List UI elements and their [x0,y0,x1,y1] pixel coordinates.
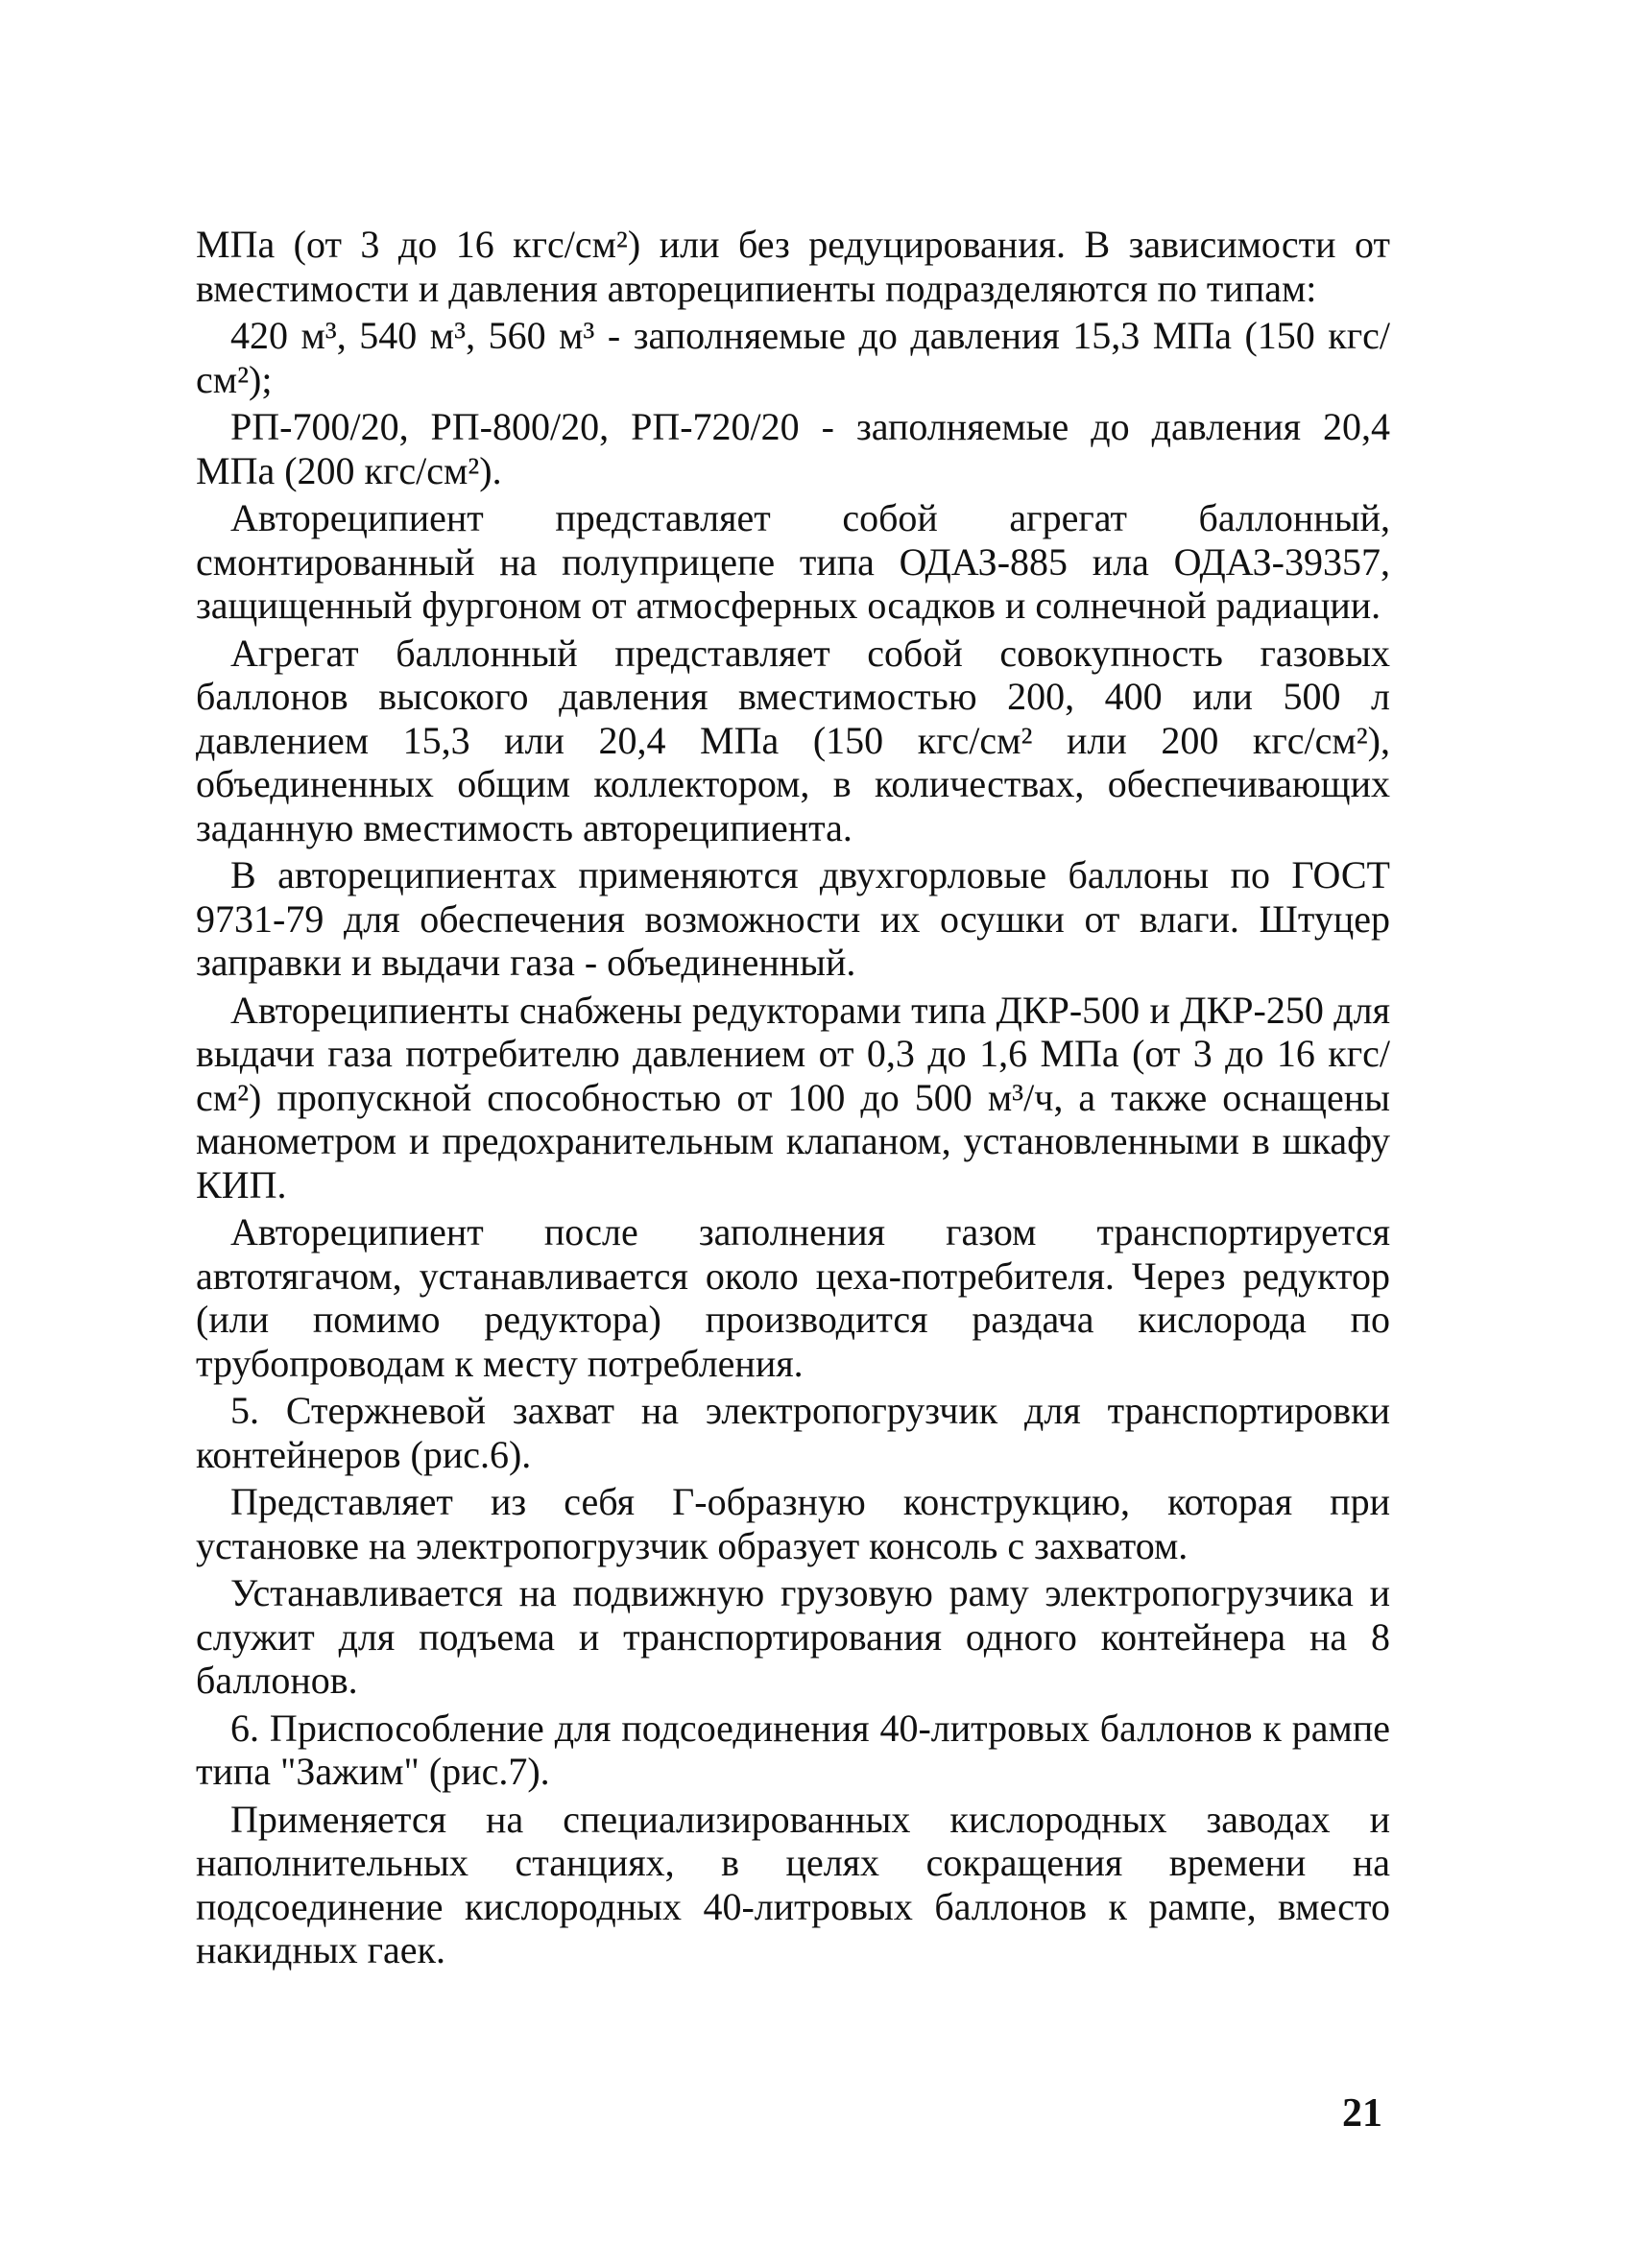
paragraph-pressure-continuation: МПа (от 3 до 16 кгс/см²) или без редуцирования. В зависимости от вместимости и давления автореципиенты подразделяются по типам: [196,223,1390,310]
paragraph-item-6-usage: Применяется на специализированных кислородных заводах и наполнительных станциях, в целях сокращения времени на подсоединение кислородных 40-литровых баллонов к рампе, вместо накидных гаек. [196,1797,1390,1971]
paragraph-reducers: Автореципиенты снабжены редукторами типа ДКР-500 и ДКР-250 для выдачи газа потребителю давлением от 0,3 до 1,6 МПа (от 3 до 16 кгс/см²) пропускной способностью от 100 до 500 м³/ч, а также оснащены манометром и предохранительным клапаном, установленными в шкафу КИП. [196,988,1390,1206]
page-number: 21 [1342,2091,1382,2136]
paragraph-item-6-heading: 6. Приспособление для подсоединения 40-литровых баллонов к рампе типа "Зажим" (рис.7). [196,1706,1390,1793]
paragraph-autoreceiver-description: Автореципиент представляет собой агрегат баллонный, смонтированный на полуприцепе типа ОДАЗ-885 ила ОДАЗ-39357, защищенный фургоном от атмосферных осадков и солнечной радиации. [196,496,1390,627]
paragraph-cylinder-unit: Агрегат баллонный представляет собой совокупность газовых баллонов высокого давления вместимостью 200, 400 или 500 л давлением 15,3 или 20,4 МПа (150 кгс/см² или 200 кгс/см²), объединенных общим коллектором, в количествах, обеспечивающих заданную вместимость автореципиента. [196,631,1390,849]
paragraph-types-volume: 420 м³, 540 м³, 560 м³ - заполняемые до давления 15,3 МПа (150 кгс/см²); [196,314,1390,401]
paragraph-item-5-usage: Устанавливается на подвижную грузовую раму электропогрузчика и служит для подъема и транспортирования одного контейнера на 8 баллонов. [196,1571,1390,1702]
paragraph-item-5-heading: 5. Стержневой захват на электропогрузчик для транспортировки контейнеров (рис.6). [196,1389,1390,1476]
paragraph-item-5-structure: Представляет из себя Г-образную конструкцию, которая при установке на электропогрузчик образует консоль с захватом. [196,1480,1390,1567]
document-body [196,223,1390,1976]
paragraph-transport: Автореципиент после заполнения газом транспортируется автотягачом, устанавливается около цеха-потребителя. Через редуктор (или помимо редуктора) производится раздача кислорода по трубопроводам к месту потребления. [196,1210,1390,1385]
paragraph-gost-cylinders: В автореципиентах применяются двухгорловые баллоны по ГОСТ 9731-79 для обеспечения возможности их осушки от влаги. Штуцер заправки и выдачи газа - объединенный. [196,853,1390,984]
paragraph-types-rp: РП-700/20, РП-800/20, РП-720/20 - заполняемые до давления 20,4 МПа (200 кгс/см²). [196,405,1390,492]
